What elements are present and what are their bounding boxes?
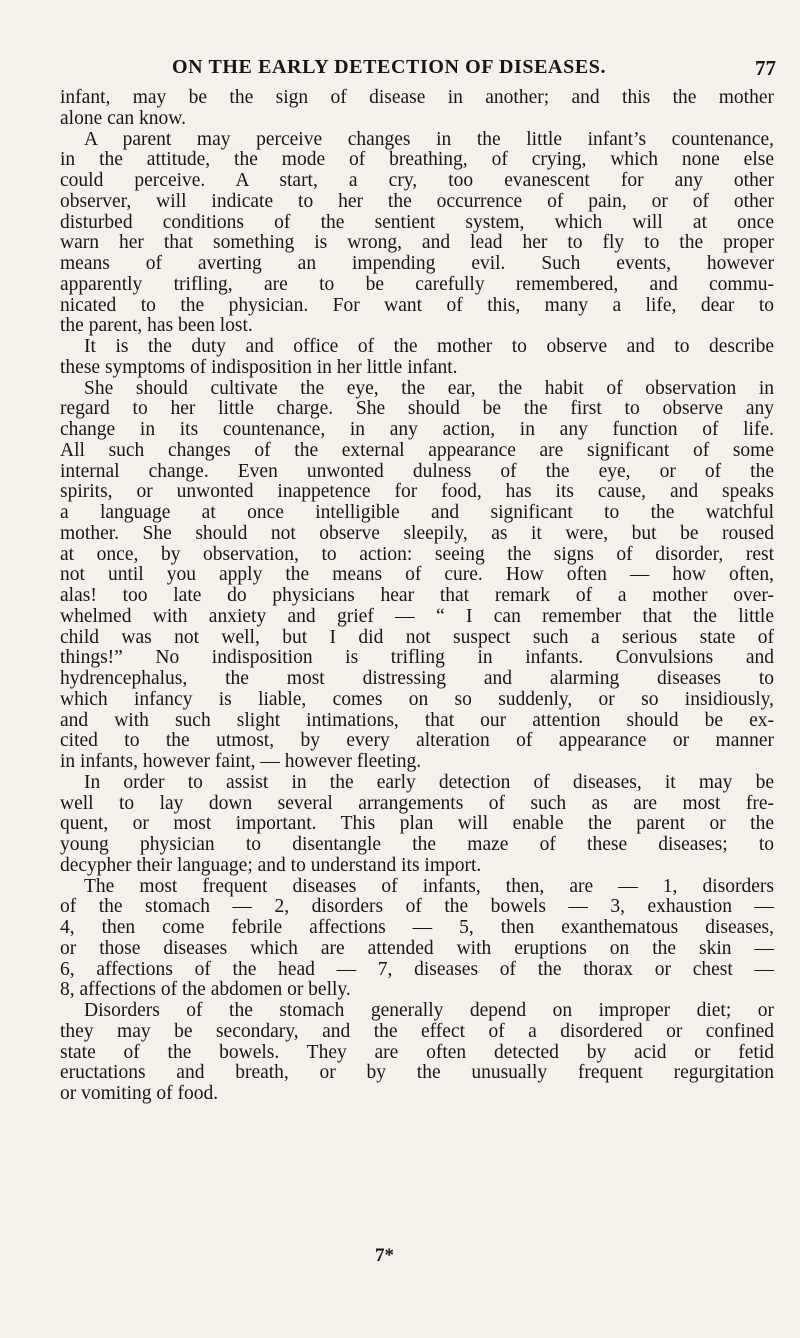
text-line: or vomiting of food. [60, 1083, 219, 1104]
text-line: mother. She should not observe sleepily, as it were, but be roused [60, 522, 774, 544]
text-line: things!” No indisposition is trifling in infants. Convulsions and [60, 647, 774, 669]
text-line: It is the duty and office of the mother to observe and to describe [84, 336, 774, 357]
signature-mark: 7* [375, 1245, 394, 1266]
text-line: child was not well, but I did not suspect such a serious state of [60, 626, 774, 648]
text-line: hydrencephalus, the most distressing and alarming diseases to [60, 668, 774, 689]
text-line: 8, affections of the abdomen or belly. [60, 979, 351, 1001]
text-line: alone can know. [60, 107, 186, 129]
text-line: nicated to the physician. For want of this, many a life, dear to [60, 294, 774, 316]
text-line: a language at once intelligible and significant to the watchful [60, 502, 774, 523]
text-line: internal change. Even unwonted dulness of the eye, or of the [60, 460, 774, 482]
text-line: infant, may be the sign of disease in another; and this the mother [60, 87, 774, 108]
text-line: of the stomach — 2, disorders of the bowels — 3, exhaustion — [60, 896, 774, 918]
text-line: cited to the utmost, by every alteration of appearance or manner [60, 730, 774, 752]
text-line: change in its countenance, in any action, in any function of life. [60, 419, 774, 440]
text-line: eructations and breath, or by the unusually frequent regurgitation [60, 1062, 774, 1084]
text-line: 4, then come febrile affections — 5, then exanthematous diseases, [60, 917, 774, 938]
text-line: disturbed conditions of the sentient system, which will at once [60, 211, 774, 233]
text-line: whelmed with anxiety and grief — “ I can remember that the little [60, 605, 774, 627]
text-line: quent, or most important. This plan will enable the parent or the [60, 813, 774, 835]
text-line: decypher their language; and to understand its import. [60, 854, 482, 876]
text-line: well to lay down several arrangements of such as are most fre- [60, 792, 774, 814]
text-line: young physician to disentangle the maze of these diseases; to [60, 834, 774, 855]
text-line: and with such slight intimations, that our attention should be ex- [60, 709, 774, 731]
text-line: or those diseases which are attended with eruptions on the skin — [60, 937, 774, 959]
running-head: ON THE EARLY DETECTION OF DISEASES. [172, 56, 607, 78]
page-number: 77 [755, 56, 776, 80]
text-line: A parent may perceive changes in the little infant’s countenance, [84, 128, 774, 150]
text-line: not until you apply the means of cure. How often — how often, [60, 564, 774, 586]
text-line: state of the bowels. They are often detected by acid or fetid [60, 1041, 774, 1063]
text-line: observer, will indicate to her the occurrence of pain, or of other [60, 190, 774, 212]
text-line: means of averting an impending evil. Such events, however [60, 253, 774, 274]
text-line: Disorders of the stomach generally depend on improper diet; or [84, 1000, 774, 1021]
text-line: could perceive. A start, a cry, too evanescent for any other [60, 170, 774, 191]
text-line: She should cultivate the eye, the ear, the habit of observation in [84, 377, 774, 399]
text-line: The most frequent diseases of infants, then, are — 1, disorders [84, 875, 774, 897]
text-line: at once, by observation, to action: seeing the signs of disorder, rest [60, 543, 774, 565]
text-line: which infancy is liable, comes on so suddenly, or so insidiously, [60, 688, 774, 710]
text-line: All such changes of the external appearance are significant of some [60, 439, 774, 461]
text-line: in infants, however faint, — however fleeting. [60, 751, 422, 772]
text-line: the parent, has been lost. [60, 315, 253, 337]
text-line: spirits, or unwonted inappetence for food, has its cause, and speaks [60, 481, 774, 503]
text-line: warn her that something is wrong, and lead her to fly to the proper [60, 232, 774, 254]
text-line: alas! too late do physicians hear that remark of a mother over- [60, 585, 774, 606]
text-line: these symptoms of indisposition in her little infant. [60, 356, 458, 378]
text-line: In order to assist in the early detection of diseases, it may be [84, 771, 774, 793]
text-line: apparently trifling, are to be carefully remembered, and commu- [60, 273, 774, 295]
text-line: 6, affections of the head — 7, diseases of the thorax or chest — [60, 958, 774, 980]
body-text [60, 88, 774, 1105]
text-line: in the attitude, the mode of breathing, of crying, which none else [60, 149, 774, 171]
text-line: regard to her little charge. She should be the first to observe any [60, 398, 774, 420]
page-header [60, 56, 780, 80]
text-line: they may be secondary, and the effect of a disordered or confined [60, 1020, 774, 1042]
